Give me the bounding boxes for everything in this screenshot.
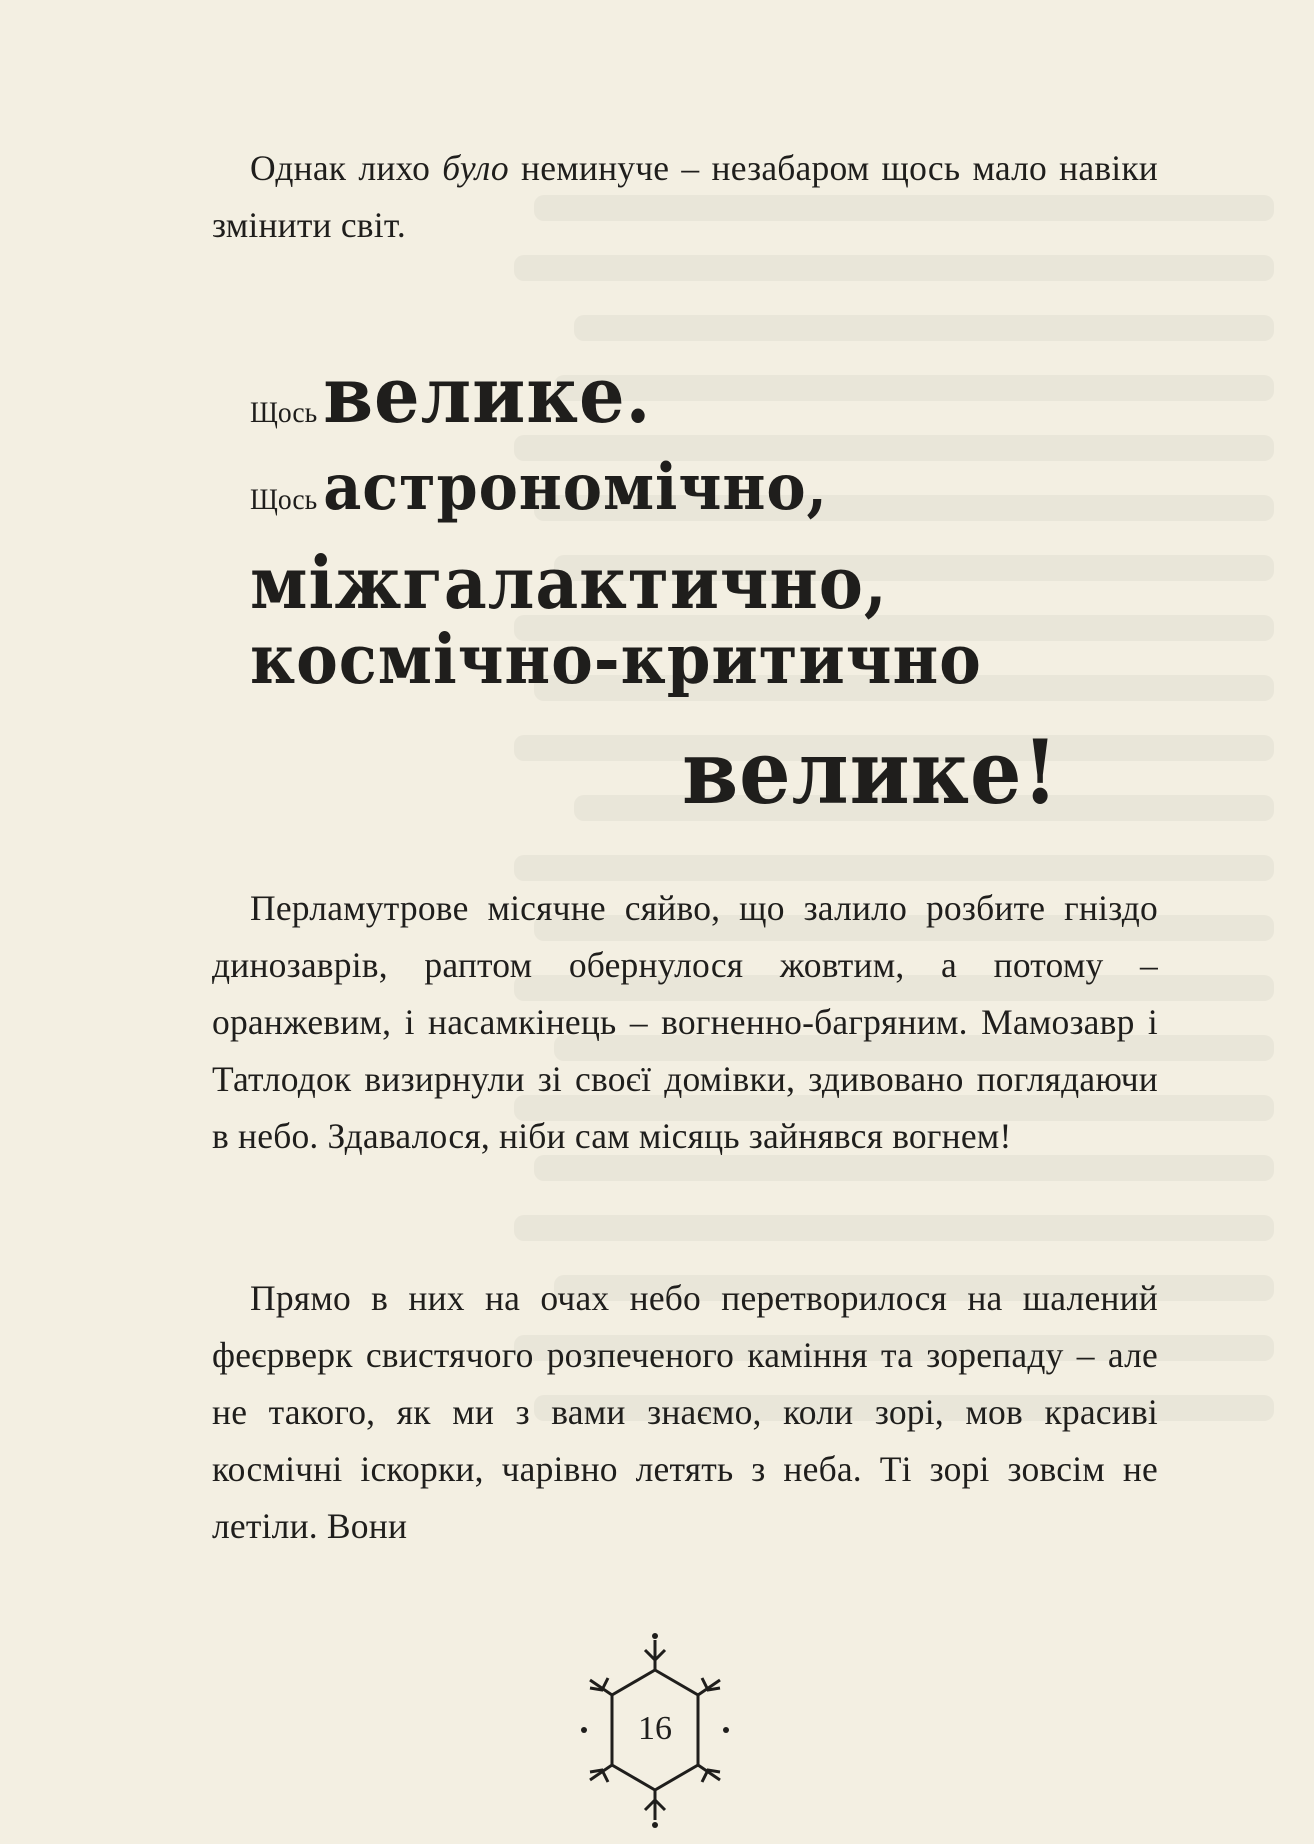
book-page [212,140,1158,1546]
paragraph-sky: Прямо в них на очах небо перетворилося на шалений феєрверк свистячого розпеченого каміння та зорепаду – але не такого, як ми з вами знаємо, коли зорі, мов красиві космічні іскорки, чарівно летять з неба. Ті зорі зовсім не летіли. Вони [212,1278,1158,1546]
intro-text-end: неминуче – незабаром щось мало навіки змінити світ. [212,148,1158,245]
intro-text-start: Однак лихо [250,148,443,188]
intro-emphasis: було [442,148,509,188]
headline-line-5: велике! [682,720,1059,824]
headline-line-1 [250,350,651,441]
headline-line-4: космічно-критично [250,620,982,700]
paragraph-intro [212,140,1158,254]
headline-line-3: міжгалактично, [250,540,888,625]
page-number-ornament [580,1630,730,1830]
paragraph-moonlight: Перламутрове місячне сяйво, що залило розбите гніздо динозаврів, раптом обернулося жовтим, а потому – оранжевим, і насамкінець – вогненно-багряним. Мамозавр і Татлодок визирнули зі своєї домівки, здивовано поглядаючи в небо. Здавалося, ніби сам місяць зайнявся вогнем! [212,888,1158,1156]
headline-prefix-2: Щось [250,483,318,516]
page-number: 16 [638,1710,672,1747]
headline-word-astronomical: астрономічно, [323,450,828,525]
headline-word-big: велике. [323,350,652,441]
headline-prefix-1: Щось [250,396,318,429]
headline-line-2 [250,450,828,525]
